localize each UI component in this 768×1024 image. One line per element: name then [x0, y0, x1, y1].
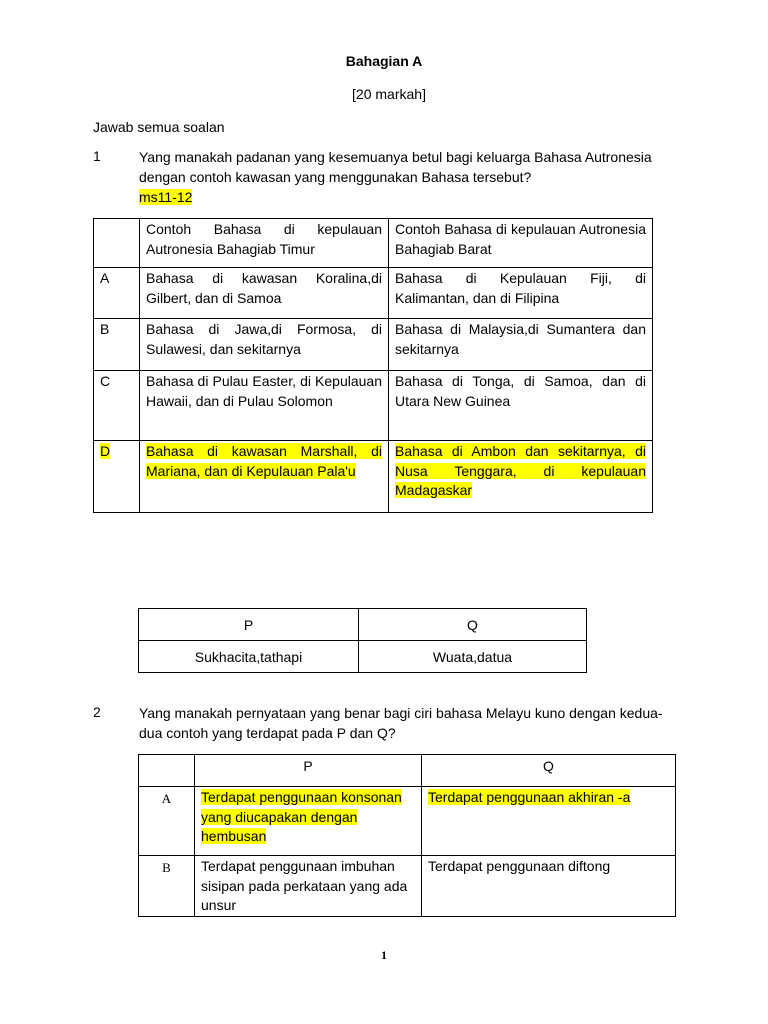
instruction: Jawab semua soalan: [93, 119, 225, 135]
option-label: [94, 441, 140, 513]
option-west: Bahasa di Kepulauan Fiji, di Kalimantan, dan di Filipina: [389, 268, 653, 319]
table-row: [94, 441, 653, 513]
header-p: P: [195, 755, 422, 787]
option-label: A: [94, 268, 140, 319]
option-east: Bahasa di Pulau Easter, di Kepulauan Hawaii, dan di Pulau Solomon: [140, 371, 389, 441]
option-east: Bahasa di kawasan Koralina,di Gilbert, dan di Samoa: [140, 268, 389, 319]
question-2-number: 2: [93, 704, 101, 720]
option-label: C: [94, 371, 140, 441]
option-label: A: [139, 787, 195, 856]
option-label: B: [139, 856, 195, 917]
question-1-reference: ms11-12: [139, 189, 193, 205]
page-number: 1: [381, 948, 387, 962]
question-2-text: Yang manakah pernyataan yang benar bagi ciri bahasa Melayu kuno dengan kedua-dua contoh yang terdapat pada P dan Q?: [139, 705, 663, 741]
option-p: Terdapat penggunaan imbuhan sisipan pada perkataan yang ada unsur: [195, 856, 422, 917]
table-row: [94, 371, 653, 441]
option-west: Bahasa di Malaysia,di Sumantera dan sekitarnya: [389, 319, 653, 371]
option-p-text: Terdapat penggunaan konsonan yang diucapakan dengan hembusan: [201, 789, 402, 844]
header-q: Q: [422, 755, 676, 787]
option-east-text: Bahasa di kawasan Marshall, di Mariana, dan di Kepulauan Pala'u: [146, 443, 382, 479]
option-west: Bahasa di Tonga, di Samoa, dan di Utara New Guinea: [389, 371, 653, 441]
option-q-text: Terdapat penggunaan akhiran -a: [428, 789, 631, 805]
table-corner: [94, 219, 140, 268]
option-east: [140, 441, 389, 513]
q-value: Wuata,datua: [359, 641, 587, 673]
question-1-table: [93, 218, 653, 513]
option-q: Terdapat penggunaan diftong: [422, 856, 676, 917]
p-header: P: [139, 609, 359, 641]
option-east: Bahasa di Jawa,di Formosa, di Sulawesi, dan sekitarnya: [140, 319, 389, 371]
question-1-text: [139, 147, 659, 207]
table-corner: [139, 755, 195, 787]
section-title: Bahagian A: [345, 53, 423, 69]
table-row: [94, 319, 653, 371]
option-west-text: Bahasa di Ambon dan sekitarnya, di Nusa Tenggara, di kepulauan Madagaskar: [395, 443, 646, 498]
section-marks: [20 markah]: [352, 86, 426, 102]
option-label: B: [94, 319, 140, 371]
p-value: Sukhacita,tathapi: [139, 641, 359, 673]
question-1-stem: Yang manakah padanan yang kesemuanya betul bagi keluarga Bahasa Autronesia dengan contoh kawasan yang menggunakan Bahasa tersebut?: [139, 149, 652, 185]
pq-table: [138, 608, 587, 673]
option-label-text: D: [100, 443, 111, 459]
question-2-table: [138, 754, 676, 917]
table-row: [139, 787, 676, 856]
header-east: Contoh Bahasa di kepulauan Autronesia Bahagiab Timur: [140, 219, 389, 268]
option-p: [195, 787, 422, 856]
q-header: Q: [359, 609, 587, 641]
option-q: [422, 787, 676, 856]
table-row: [94, 268, 653, 319]
option-west: [389, 441, 653, 513]
question-1-number: 1: [93, 148, 101, 164]
header-west: Contoh Bahasa di kepulauan Autronesia Bahagiab Barat: [389, 219, 653, 268]
table-row: [139, 856, 676, 917]
